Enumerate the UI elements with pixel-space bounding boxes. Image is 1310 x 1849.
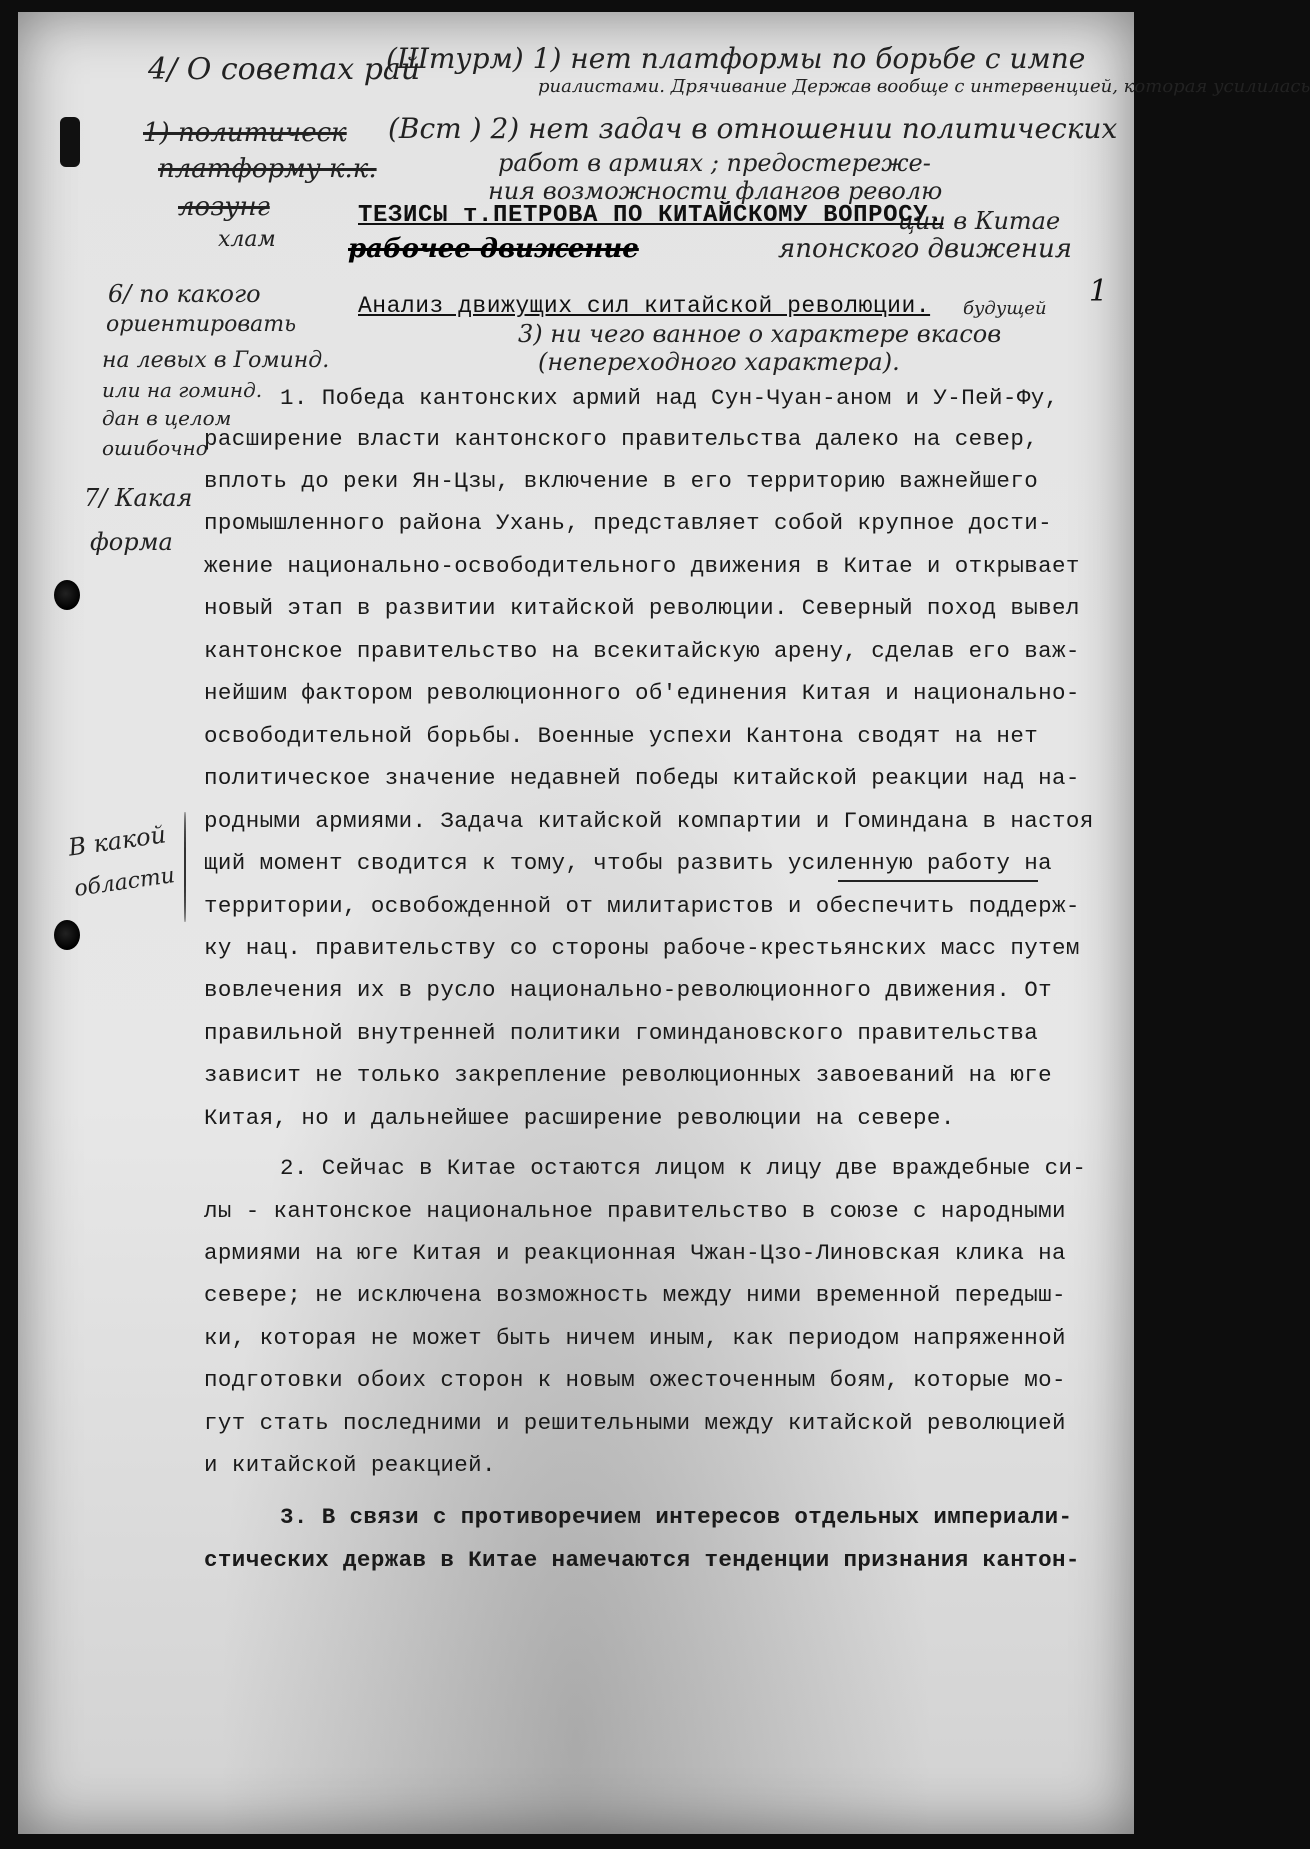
- handwritten-note: 4/ О советах рай: [148, 52, 421, 87]
- struck-note: лозунг: [178, 192, 270, 222]
- binder-clip: [60, 117, 80, 167]
- margin-note: форма: [90, 528, 173, 556]
- margin-bracket: [184, 812, 186, 922]
- body-line: 2. Сейчас в Китае остаются лицом к лицу две враждебные си-: [280, 1155, 1087, 1181]
- page-title: ТЕЗИСЫ т.ПЕТРОВА ПО КИТАЙСКОМУ ВОПРОСУ.: [358, 202, 944, 229]
- body-line: и китайской реакцией.: [204, 1452, 496, 1478]
- punch-hole: [54, 920, 80, 950]
- body-line: 1. Победа кантонских армий над Сун-Чуан-аном и У-Пей-Фу,: [280, 385, 1059, 411]
- body-line: кантонское правительство на всекитайскую арену, сделав его важ-: [204, 638, 1080, 664]
- page-number: 1: [1088, 274, 1108, 309]
- handwritten-note: ции в Китае: [898, 207, 1061, 235]
- handwritten-note: ния возможности флангов револю: [488, 177, 943, 205]
- margin-note: 6/ по какого: [108, 280, 261, 308]
- body-line: расширение власти кантонского правительства далеко на север,: [204, 426, 1039, 452]
- section-subtitle: Анализ движущих сил китайской революции.: [358, 293, 931, 319]
- body-line: жение национально-освободительного движения в Китае и открывает: [204, 553, 1080, 579]
- margin-note: или на гоминд.: [102, 378, 263, 402]
- body-line: Китая, но и дальнейшее расширение революции на севере.: [204, 1105, 955, 1131]
- margin-note: ориентировать: [106, 312, 297, 337]
- handwritten-note: (Штурм) 1) нет платформы по борьбе с импе: [386, 42, 1086, 75]
- body-line: территории, освобожденной от милитаристов и обеспечить поддерж-: [204, 893, 1080, 919]
- handwritten-note: (непереходного характера).: [538, 348, 900, 376]
- body-line: стических держав в Китае намечаются тенденции признания кантон-: [204, 1547, 1080, 1573]
- margin-note: области: [72, 863, 177, 902]
- body-line: нейшим фактором революционного об'единения Китая и национально-: [204, 680, 1080, 706]
- handwritten-note: 3) ни чего ванное о характере вкасов: [518, 320, 1002, 348]
- body-line: промышленного района Ухань, представляет собой крупное дости-: [204, 510, 1053, 536]
- body-line: вплоть до реки Ян-Цзы, включение в его территорию важнейшего: [204, 468, 1039, 494]
- body-line: лы - кантонское национальное правительство в союзе с народными: [204, 1198, 1066, 1224]
- handwritten-note: хлам: [218, 227, 276, 252]
- body-line: 3. В связи с противоречием интересов отдельных империали-: [280, 1504, 1073, 1530]
- punch-hole: [54, 580, 80, 610]
- handwritten-note: работ в армиях ; предостереже-: [498, 149, 931, 177]
- body-line: зависит не только закрепление революционных завоеваний на юге: [204, 1062, 1053, 1088]
- body-line: гут стать последними и решительными между китайской революцией: [204, 1410, 1066, 1436]
- body-line: политическое значение недавней победы китайской реакции над на-: [204, 765, 1080, 791]
- body-line: правильной внутренней политики гоминдановского правительства: [204, 1020, 1039, 1046]
- margin-note: на левых в Гоминд.: [102, 348, 330, 373]
- body-line: родными армиями. Задача китайской компартии и Гоминдана в настоя: [204, 808, 1094, 834]
- margin-note: 7/ Какая: [84, 484, 193, 512]
- margin-note: ошибочно: [102, 436, 208, 460]
- margin-note: В какой: [66, 820, 168, 862]
- body-line: подготовки обоих сторон к новым ожесточенным боям, которые мо-: [204, 1367, 1066, 1393]
- body-line: армиями на юге Китая и реакционная Чжан-Цзо-Линовская клика на: [204, 1240, 1066, 1266]
- body-line: ку нац. правительству со стороны рабоче-крестьянских масс путем: [204, 935, 1080, 961]
- struck-note: рабочее движение: [348, 234, 639, 264]
- handwritten-note: (Вст ) 2) нет задач в отношении политических: [388, 112, 1118, 145]
- struck-note: 1) политическ: [143, 118, 347, 148]
- handwritten-note: японского движения: [778, 234, 1072, 264]
- margin-note: дан в целом: [102, 406, 232, 430]
- body-line: севере; не исключена возможность между ними временной передыш-: [204, 1282, 1066, 1308]
- body-line: щий момент сводится к тому, чтобы развить усиленную работу на: [204, 850, 1053, 876]
- body-line: новый этап в развитии китайской революции. Северный поход вывел: [204, 595, 1080, 621]
- pen-underline: [838, 880, 1038, 882]
- body-line: вовлечения их в русло национально-революционного движения. От: [204, 977, 1053, 1003]
- document-page: [18, 12, 1310, 1834]
- handwritten-note: риалистами. Дрячивание Держав вообще с интервенцией, которая усилилась: [538, 76, 1310, 97]
- body-line: ки, которая не может быть ничем иным, как периодом напряженной: [204, 1325, 1066, 1351]
- body-line: освободительной борьбы. Военные успехи Кантона сводят на нет: [204, 723, 1039, 749]
- struck-note: платформу к.к.: [158, 154, 377, 184]
- handwritten-note: будущей: [963, 298, 1047, 319]
